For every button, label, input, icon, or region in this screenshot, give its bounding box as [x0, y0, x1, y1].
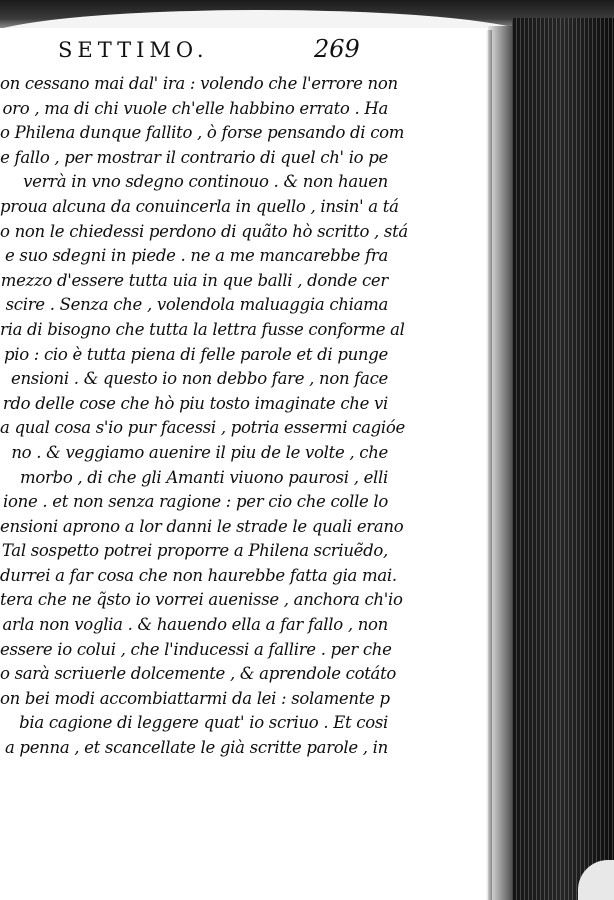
text-line: oro , ma di chi vuole ch'elle habbino errato . Ha	[2, 98, 388, 118]
running-head	[58, 35, 378, 72]
text-line: proua alcuna da conuincerla in quello , insin' a tá	[0, 196, 399, 216]
text-line: o sarà scriuerle dolcemente , & aprendole cotáto	[0, 664, 397, 684]
text-line: scire . Senza che , volendola maluaggia chiama	[5, 295, 388, 315]
text-line: on bei modi accombiattarmi da lei : solamente p	[0, 688, 390, 708]
text-line: e suo sdegni in piede . ne a me mancarebbe fra	[5, 246, 388, 266]
gutter-shadow	[486, 30, 492, 900]
text-line: o non le chiedessi perdono di quãto hò scritto , stá	[0, 221, 408, 241]
text-line: o Philena dunque fallito , ò forse pensando di com	[0, 123, 405, 143]
book-page-edges	[512, 18, 614, 900]
text-line: pio : cio è tutta piena di felle parole et di punge	[3, 344, 388, 364]
text-line: verrà in vno sdegno continouo . & non hauen	[23, 172, 388, 192]
text-line: ensioni aprono a lor danni le strade le quali erano	[0, 516, 404, 536]
text-line: essere io colui , che l'inducessi a fallire . per che	[0, 639, 392, 659]
text-line: tera che ne q̃sto io vorrei auenisse , anchora ch'io	[0, 590, 403, 610]
text-line: mezzo d'essere tutta uia in que balli , donde cer	[0, 270, 388, 290]
text-line: on cessano mai dal' ira : volendo che l'errore non	[0, 74, 398, 93]
text-line: a qual cosa s'io pur facessi , potria essermi cagióe	[0, 418, 405, 438]
text-line: arla non voglia . & hauendo ella a far fallo , non	[2, 615, 388, 635]
running-title: SETTIMO.	[58, 38, 209, 62]
body-text	[0, 72, 408, 761]
text-line: durrei a far cosa che non haurebbe fatta gia mai.	[0, 565, 397, 585]
text-line: ensioni . & questo io non debbo fare , non face	[10, 369, 388, 389]
text-line: a penna , et scancellate le già scritte parole , in	[4, 738, 388, 758]
text-line: ione . et non senza ragione : per cio che colle lo	[3, 492, 388, 512]
text-line: e fallo , per mostrar il contrario di quel ch' io pe	[0, 147, 388, 167]
text-line: no . & veggiamo auenire il piu de le volte , che	[11, 442, 388, 462]
text-line: bia cagione di leggere quat' io scriuo . Et cosi	[19, 713, 388, 733]
text-line: rdo delle cose che hò piu tosto imaginate che vi	[2, 393, 388, 413]
text-line: morbo , di che gli Amanti viuono paurosi , elli	[20, 467, 388, 487]
page-number: 269	[314, 35, 360, 63]
text-line: Tal sospetto potrei proporre a Philena scriuẽdo,	[1, 541, 388, 561]
text-line: ria di bisogno che tutta la lettra fusse conforme al	[0, 319, 405, 339]
